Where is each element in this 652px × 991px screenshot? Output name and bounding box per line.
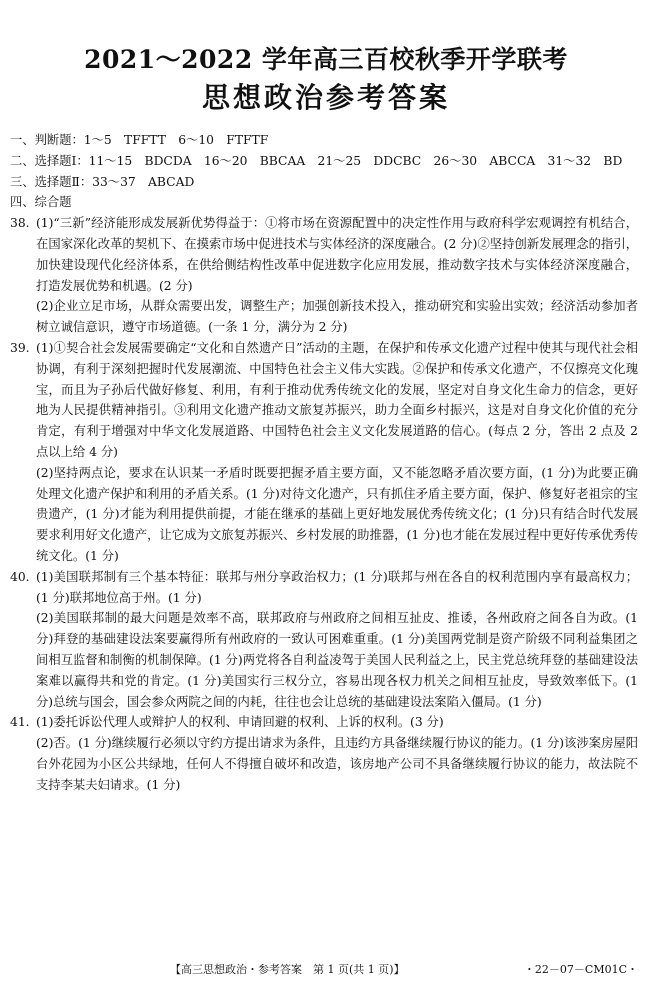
choice-answers-1: 二、选择题Ⅰ：11～15 BDCDA 16～20 BBCAA 21～25 DDCBC 26～30 ABCCA 31～32 BD — [10, 153, 623, 168]
document-title: 2021～2022 学年高三百校秋季开学联考 — [84, 45, 568, 74]
comprehensive-heading: 四、综合题 — [10, 195, 72, 210]
q39-part2: (2)坚持两点论，要求在认识某一矛盾时既要把握矛盾主要方面，又不能忽略矛盾次要方面，(1 分)为此要正确处理文化遗产保护和利用的矛盾关系。(1 分)对待文化遗产，只有抓住矛盾主要方面，保护、修复好老祖宗的宝贵遗产，(1 分)才能为利用提供前提，才能在继承的基础上更好地发展优秀传统文化；(1 分)只有结合时代发展要求利用好文化遗产，让它成为文旅复苏振兴、乡村发展的助推器，(1 分)也才能在发展过程中更好传承优秀传统文化。(1 分) — [36, 465, 638, 563]
q40-part1: (1)美国联邦制有三个基本特征：联邦与州分享政治权力；(1 分)联邦与州在各自的权利范围内享有最高权力；(1 分)联邦地位高于州。(1 分) — [36, 569, 638, 605]
question-39 — [10, 338, 638, 463]
answer-content — [10, 130, 638, 796]
question-38 — [10, 213, 638, 296]
question-number: 39. — [10, 340, 30, 355]
page-footer — [0, 961, 652, 981]
q38-part1: (1)“三新”经济能形成发展新优势得益于：①将市场在资源配置中的决定性作用与政府科学宏观调控有机结合，在国家深化改革的契机下、在摸索市场中促进技术与实体经济的深度融合。(2 分)②坚持创新发展理念的指引，加快建设现代化经济体系，在供给侧结构性改革中促进数字化应用发展，推动数字技术与实体经济深度融合，打造发展优势和机遇。(2 分) — [36, 216, 638, 293]
footer-page-info: 【高三思想政治・参考答案 第 1 页(共 1 页)】 — [170, 963, 405, 976]
q41-part1: (1)委托诉讼代理人或辩护人的权利、申请回避的权利、上诉的权利。(3 分) — [36, 715, 444, 730]
choice-answers-2: 三、选择题Ⅱ：33～37 ABCAD — [10, 174, 195, 189]
q39-part1: (1)①契合社会发展需要确定“文化和自然遗产日”活动的主题，在保护和传承文化遗产过程中使其与现代社会相协调，有利于深刻把握时代发展潮流、中国特色社会主义伟大实践。②保护和传承文化遗产，不仅擦亮文化瑰宝，而且为子孙后代做好修复、利用，有利于推动优秀传统文化的发展，坚定对自身文化生命力的信念，更好地为人民提供精神指引。③利用文化遗产推动文旅复苏振兴，助力全面乡村振兴，这是对自身文化价值的充分肯定，有利于增强对中华文化发展道路、中国特色社会主义文化发展道路的信心。(每点 2 分，答出 2 点及 2 点以上给 4 分) — [36, 340, 638, 459]
question-number: 38. — [10, 216, 30, 231]
document-subtitle: 思想政治参考答案 — [201, 81, 450, 114]
q41-part2: (2)否。(1 分)继续履行必须以守约方提出请求为条件，且违约方具备继续履行协议的能力。(1 分)该涉案房屋阳台外花园为小区公共绿地，任何人不得擅自破坏和改造，该房地产公司不具备继续履行协议的能力，故法院不支持李某夫妇请求。(1 分) — [36, 736, 638, 792]
question-40 — [10, 567, 638, 609]
question-41 — [10, 712, 638, 733]
judge-answers: 一、判断题：1～5 TFFTT 6～10 FTFTF — [10, 133, 269, 147]
q38-part2: (2)企业立足市场，从群众需要出发，调整生产；加强创新技术投入，推动研究和实验出实效；经济活动参加者树立诚信意识，遵守市场道德。(一条 1 分，满分为 2 分) — [36, 299, 638, 335]
question-number: 40. — [10, 569, 30, 584]
question-number: 41. — [10, 715, 30, 730]
footer-code: ・22－07－CM01C・ — [523, 963, 638, 976]
q40-part2: (2)美国联邦制的最大问题是效率不高，联邦政府与州政府之间相互扯皮、推诿，各州政府之间各自为政。(1 分)拜登的基础建设法案要赢得所有州政府的一致认可困难重重。(1 分)美国两党制是资产阶级不同利益集团之间相互监督和制衡的机制保障。(1 分)两党将各自利益凌驾于美国人民利益之上，民主党总统拜登的基础建设法案难以赢得共和党的肯定。(1 分)美国实行三权分立，容易出现各权力机关之间相互扯皮，导致效率低下。(1 分)总统与国会，国会参众两院之间的内耗，往往也会让总统的基础建设法案陷入僵局。(1 分) — [36, 611, 638, 709]
